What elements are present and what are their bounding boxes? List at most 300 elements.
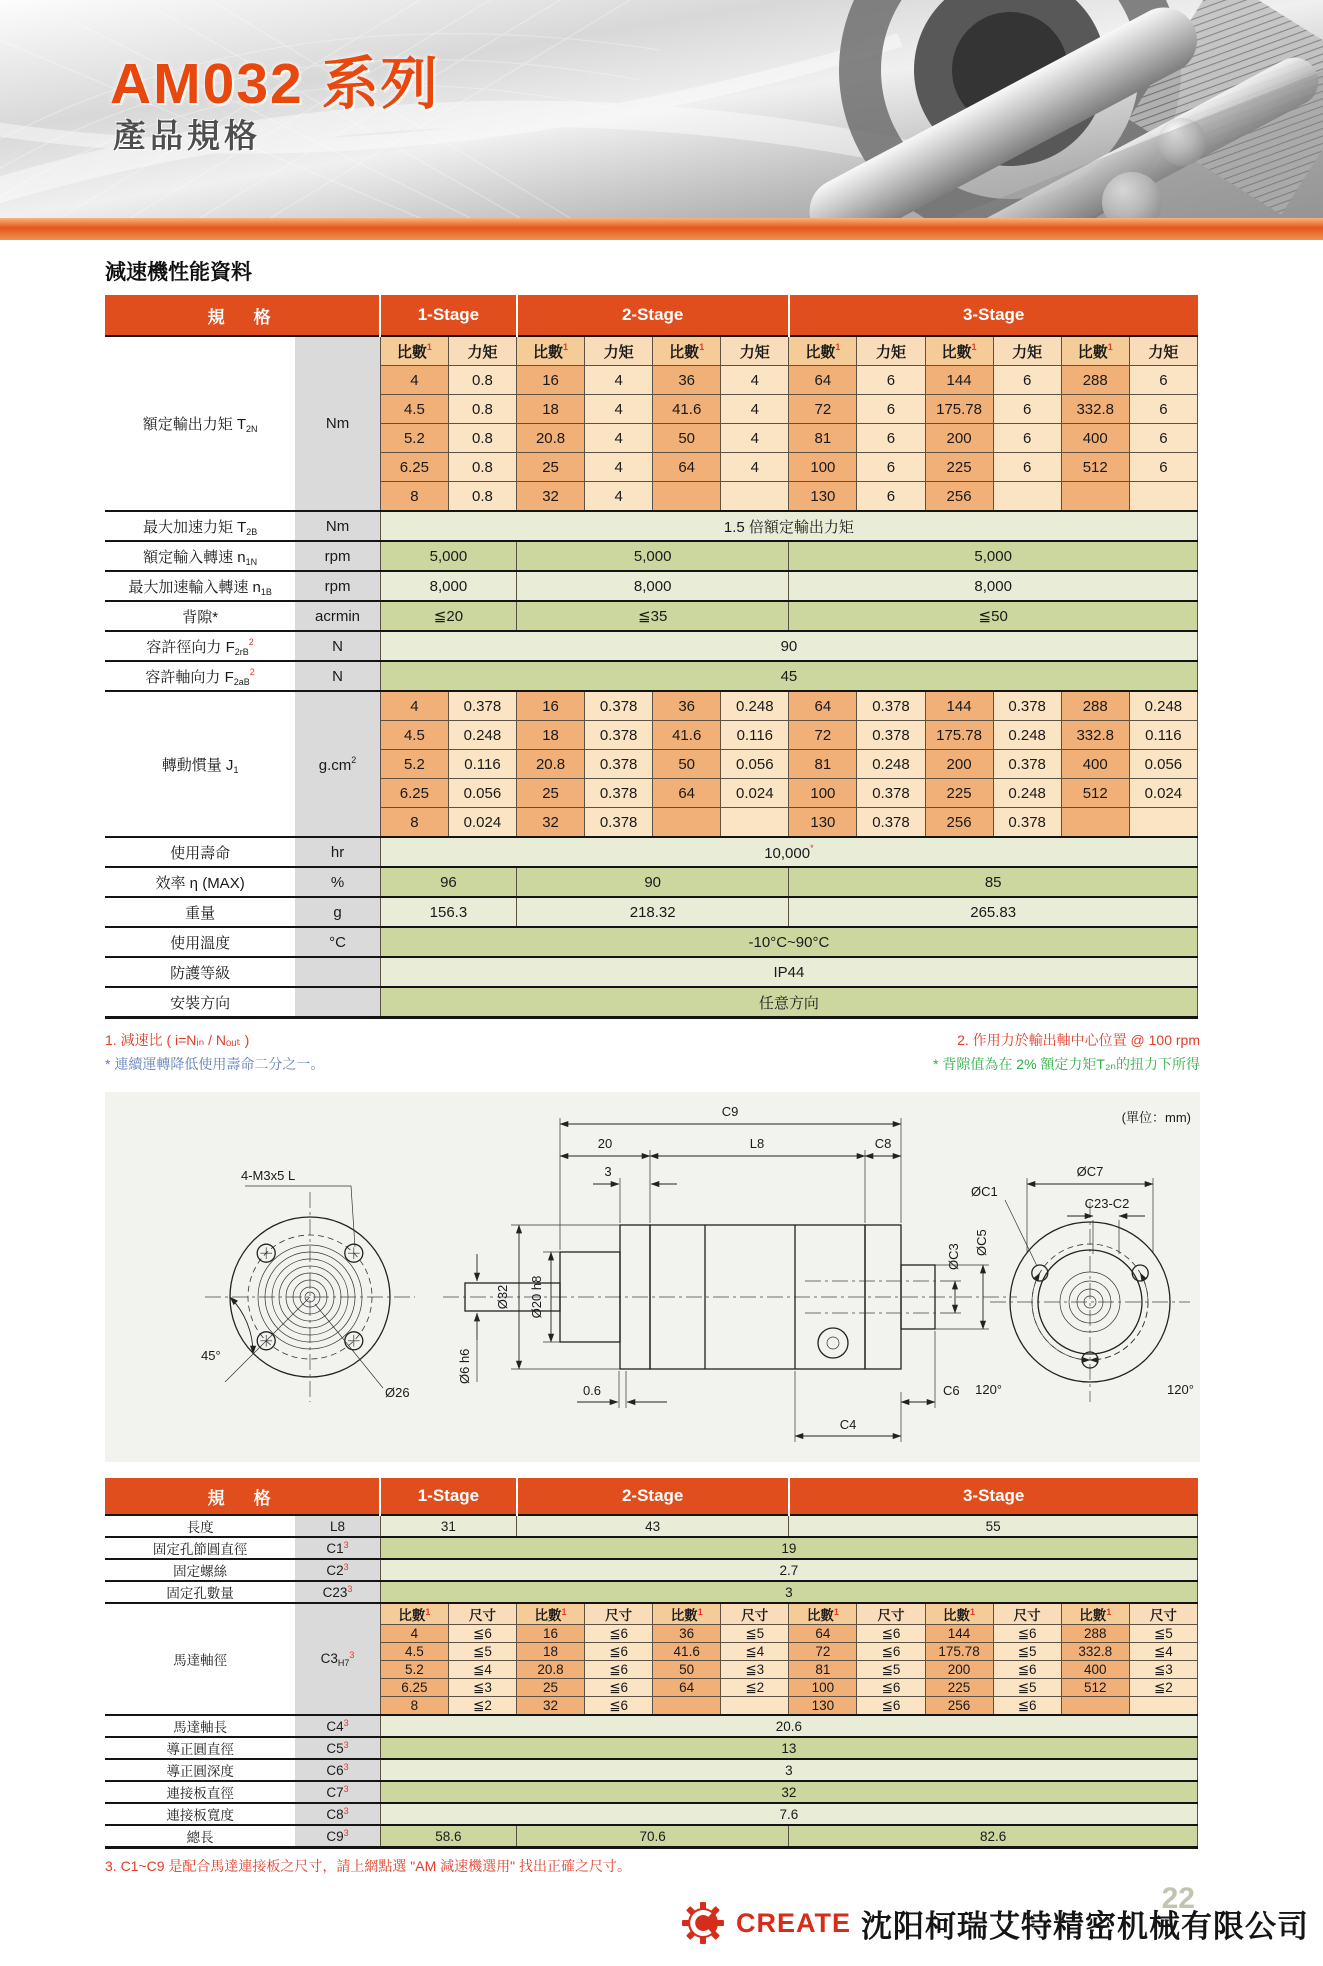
stage-row [105,1825,1198,1848]
value-cell: 0.248 [721,691,789,721]
value-cell: 4 [380,691,448,721]
value-cell: 288 [1061,366,1129,395]
dim-label-120L: 120° [975,1382,1002,1397]
span-value: 1.5 倍額定輸出力矩 [380,511,1197,541]
dim-label-dia20: Ø20 h8 [529,1275,544,1319]
value-cell [1061,1697,1129,1716]
subscript: 2N [246,424,258,434]
value-cell: ≦5 [721,1625,789,1643]
row-unit: g [295,897,380,927]
value-cell: 81 [789,750,857,779]
value-cell: 50 [653,750,721,779]
value-cell: 41.6 [653,721,721,750]
value-cell [1129,1697,1197,1716]
value-cell: 0.378 [857,808,925,838]
stage-value: ≦35 [517,601,789,631]
row-unit: $C4^3$ [295,1715,380,1737]
unit-note: (單位：mm) [1121,1110,1191,1125]
value-cell: 256 [925,1697,993,1716]
value-cell: 25 [517,779,585,808]
company-name: 沈阳柯瑞艾特精密机械有限公司 [861,1908,1309,1944]
value-cell: 4 [721,366,789,395]
row-unit: L8 [295,1515,380,1537]
row-label: 安裝方向 [105,987,295,1018]
value-cell: ≦2 [721,1679,789,1697]
value-cell: 6 [1129,424,1197,453]
page-footer [0,1880,1323,1966]
rear-view [971,1164,1194,1402]
value-cell: ≦3 [1129,1661,1197,1679]
span-value: -10°C~90°C [380,927,1197,957]
footnote-3: 3. C1~C9 是配合馬達連接板之尺寸，請上網點選 "AM 減速機選用" 找出正確之尺寸。 [105,1858,632,1874]
section-title: 減速機性能資料 [105,261,252,284]
column-header: 尺寸 [993,1603,1061,1625]
stage-row [105,1515,1198,1537]
row-label: 背隙* [105,601,295,631]
span-value: 3 [380,1581,1197,1603]
value-cell [653,808,721,838]
column-header: 力矩 [857,336,925,366]
row-label: 馬達軸徑 [105,1603,295,1715]
value-cell: ≦6 [857,1679,925,1697]
page-title: AM032 系列 [110,52,440,116]
column-header: 比數$^1$ [1061,1603,1129,1625]
value-cell: 0.8 [448,395,516,424]
value-cell: 6.25 [380,1679,448,1697]
value-cell: 6 [857,424,925,453]
value-cell: 32 [517,482,585,512]
span-row [105,1803,1198,1825]
value-cell: 6 [1129,453,1197,482]
value-cell: 4.5 [380,721,448,750]
value-cell: 18 [517,721,585,750]
value-cell: ≦4 [1129,1643,1197,1661]
page-subtitle: 產品規格 [113,117,261,154]
value-cell: 0.378 [857,779,925,808]
value-cell: 175.78 [925,721,993,750]
value-cell: 200 [925,1661,993,1679]
span-value: 32 [380,1781,1197,1803]
value-cell: 81 [789,424,857,453]
dim-label-l8: L8 [749,1136,765,1151]
column-header: 比數$^1$ [653,336,721,366]
subscript: 2rB [234,646,249,657]
value-cell: 8 [380,808,448,838]
superscript: 2 [351,754,357,765]
row-unit: % [295,867,380,897]
superscript: 1 [1107,341,1113,352]
footnote-2: 2. 作用力於輸出軸中心位置 @ 100 rpm [957,1032,1200,1048]
span-value: 20.6 [380,1715,1197,1737]
logo-text: CREATE [735,1907,851,1938]
stage-value: 31 [380,1515,516,1537]
dim-label-dc7: ØC7 [1076,1164,1104,1179]
row-unit: $g.cm^2$ [295,691,380,837]
superscript: 3 [343,1740,349,1750]
value-cell: 0.378 [585,808,653,838]
value-cell: 16 [517,366,585,395]
column-header: 比數$^1$ [653,1603,721,1625]
dim-label-20: 20 [597,1136,613,1151]
spec-header: 規 格 [105,1478,380,1515]
stage-value: 5,000 [380,541,516,571]
stage-header-1: 1-Stage [380,295,516,336]
superscript: 3 [343,1806,349,1816]
subscript: H7 [337,1658,350,1668]
value-cell: ≦6 [993,1625,1061,1643]
row-label: 連接板寬度 [105,1803,295,1825]
value-cell: 16 [517,691,585,721]
subscript: 1N [245,556,258,567]
value-cell: ≦2 [448,1697,516,1716]
dim-label-dia6: Ø6 h6 [457,1348,472,1384]
row-label: 固定孔數量 [105,1581,295,1603]
value-cell: 6 [857,453,925,482]
row-unit: rpm [295,571,380,601]
value-cell: ≦6 [585,1643,653,1661]
value-cell: 72 [789,1643,857,1661]
value-cell: 5.2 [380,424,448,453]
row-label: 使用壽命 [105,837,295,867]
dimensions-table [105,1478,1198,1849]
row-unit: Nm [295,336,380,511]
value-cell: 400 [1061,1661,1129,1679]
row-label: 防護等級 [105,957,295,987]
value-cell: ≦6 [857,1697,925,1716]
column-header: 比數$^1$ [789,1603,857,1625]
value-cell: 25 [517,1679,585,1697]
value-cell: 6.25 [380,779,448,808]
column-header: 力矩 [721,336,789,366]
dim-label-c8: C8 [874,1136,892,1151]
row-unit [295,957,380,987]
value-cell: ≦6 [448,1625,516,1643]
dim-label-3: 3 [604,1164,612,1179]
row-unit: $C9^3$ [295,1825,380,1848]
value-cell: ≦6 [585,1661,653,1679]
value-cell: ≦3 [721,1661,789,1679]
footnote-backlash: * 背隙值為在 2% 額定力矩T₂ₙ的扭力下所得 [933,1056,1200,1072]
row-unit: $C8^3$ [295,1803,380,1825]
value-cell: 18 [517,395,585,424]
subscript: 1B [260,586,272,597]
value-cell: 512 [1061,453,1129,482]
value-cell: 4 [585,482,653,512]
dim-label-dia32: Ø32 [495,1284,510,1310]
span-row [105,1715,1198,1737]
column-header: 尺寸 [585,1603,653,1625]
column-header: 比數$^1$ [1061,336,1129,366]
stage-value: 82.6 [789,1825,1198,1848]
value-cell: 0.8 [448,453,516,482]
value-cell: 64 [789,366,857,395]
span-value: 3 [380,1759,1197,1781]
value-cell: 64 [653,1679,721,1697]
span-row [105,1537,1198,1559]
value-cell: 0.378 [448,691,516,721]
dim-label-120R: 120° [1167,1382,1194,1397]
value-cell: 50 [653,424,721,453]
value-cell: 130 [789,808,857,838]
value-cell [721,1697,789,1716]
value-cell: 64 [653,453,721,482]
superscript: 1 [835,341,841,352]
column-header: 比數$^1$ [789,336,857,366]
value-cell: 0.248 [1129,691,1197,721]
value-cell [1061,808,1129,838]
value-cell: 144 [925,691,993,721]
superscript: 1 [425,1607,431,1617]
span-value: 2.7 [380,1559,1197,1581]
value-cell: 36 [653,691,721,721]
span-row [105,927,1198,957]
stage-row [105,867,1198,897]
span-row [105,511,1198,541]
value-cell: 0.378 [857,721,925,750]
span-row [105,1581,1198,1603]
value-cell: 225 [925,779,993,808]
span-row [105,631,1198,661]
value-cell: 0.378 [993,691,1061,721]
value-cell: 25 [517,453,585,482]
row-label: 固定孔節圓直徑 [105,1537,295,1559]
stage-value: 218.32 [517,897,789,927]
value-cell: 332.8 [1061,1643,1129,1661]
column-header: 比數$^1$ [380,336,448,366]
value-cell: 100 [789,779,857,808]
value-cell: 0.378 [993,750,1061,779]
superscript: 1 [697,1607,703,1617]
value-cell: 20.8 [517,750,585,779]
value-cell: 36 [653,1625,721,1643]
row-label: 導正圓深度 [105,1759,295,1781]
stage-value: 8,000 [380,571,516,601]
subscript: 2B [246,526,258,537]
value-cell: 4 [380,1625,448,1643]
dim-label-c6: C6 [943,1383,960,1398]
spec-header: 規 格 [105,295,380,336]
value-cell: 130 [789,1697,857,1716]
row-label: 連接板直徑 [105,1781,295,1803]
span-row [105,1559,1198,1581]
value-cell: 0.8 [448,366,516,395]
stage-value: ≦50 [789,601,1198,631]
superscript: 1 [970,1607,976,1617]
value-cell [993,482,1061,512]
stage-header-3: 3-Stage [789,1478,1198,1515]
span-value: 90 [380,631,1197,661]
superscript: 3 [343,1828,349,1838]
row-label: 固定螺絲 [105,1559,295,1581]
content-area [105,256,1200,1876]
value-cell: ≦5 [448,1643,516,1661]
superscript: * [810,842,814,853]
row-label: 額定輸出力矩 $T_{2N}$ [105,336,295,511]
value-cell: 4.5 [380,395,448,424]
value-cell: 0.8 [448,424,516,453]
row-label: 長度 [105,1515,295,1537]
value-cell: 0.378 [585,691,653,721]
row-label: 容許軸向力 $F_{2aB}^2$ [105,661,295,691]
stage-header-3: 3-Stage [789,295,1198,336]
page-number: 22 [1161,1882,1195,1915]
row-label: 轉動慣量 $J_1$ [105,691,295,837]
value-cell: ≦5 [993,1679,1061,1697]
row-unit: acrmin [295,601,380,631]
row-label: 導正圓直徑 [105,1737,295,1759]
column-header: 比數$^1$ [517,336,585,366]
value-cell: 400 [1061,424,1129,453]
value-cell: ≦6 [993,1661,1061,1679]
value-cell [721,808,789,838]
row-unit: $C2^3$ [295,1559,380,1581]
dim-label-c4: C4 [839,1417,857,1432]
column-header: 力矩 [448,336,516,366]
subscript: 1 [233,764,239,775]
row-unit: $C23^3$ [295,1581,380,1603]
stage-value: 70.6 [517,1825,789,1848]
column-header: 比數$^1$ [517,1603,585,1625]
stage-value: ≦20 [380,601,516,631]
value-cell: 41.6 [653,395,721,424]
value-cell: 8 [380,482,448,512]
superscript: 3 [347,1584,353,1594]
stage-value: 8,000 [789,571,1198,601]
column-header: 比數$^1$ [380,1603,448,1625]
span-row [105,1781,1198,1803]
stage-header-1: 1-Stage [380,1478,516,1515]
value-cell: 4 [721,395,789,424]
value-cell: 6.25 [380,453,448,482]
span-value: 19 [380,1537,1197,1559]
superscript: 1 [561,1607,567,1617]
value-cell: ≦2 [1129,1679,1197,1697]
value-cell: 0.116 [721,721,789,750]
grid-section-row [105,336,1198,366]
column-header: 力矩 [993,336,1061,366]
value-cell: 0.116 [1129,721,1197,750]
span-row [105,1737,1198,1759]
value-cell: 130 [789,482,857,512]
row-unit: N [295,631,380,661]
value-cell: 100 [789,1679,857,1697]
value-cell: 512 [1061,779,1129,808]
superscript: 2 [249,666,255,677]
value-cell: 0.116 [448,750,516,779]
stage-value: 8,000 [517,571,789,601]
superscript: 3 [343,1718,349,1728]
value-cell: 225 [925,1679,993,1697]
superscript: 1 [699,341,705,352]
stage-row [105,601,1198,631]
value-cell: 0.024 [448,808,516,838]
value-cell: 6 [857,366,925,395]
dim-label-dc1: ØC1 [971,1184,998,1199]
span-row [105,957,1198,987]
footnote-life: * 連續運轉降低使用壽命二分之一。 [105,1056,325,1072]
value-cell: ≦4 [448,1661,516,1679]
value-cell: ≦4 [721,1643,789,1661]
value-cell [1129,808,1197,838]
value-cell [653,1697,721,1716]
dimensions-table-container [105,1478,1200,1849]
value-cell: 100 [789,453,857,482]
value-cell: 4 [585,453,653,482]
value-cell: ≦5 [857,1661,925,1679]
row-label: 重量 [105,897,295,927]
span-value: IP44 [380,957,1197,987]
column-header: 比數$^1$ [925,1603,993,1625]
superscript: 3 [343,1784,349,1794]
value-cell: 6 [993,424,1061,453]
value-cell: ≦6 [585,1625,653,1643]
value-cell: 0.378 [857,691,925,721]
dim-label-dc3: ØC3 [946,1243,961,1270]
value-cell: 20.8 [517,1661,585,1679]
stage-header-2: 2-Stage [517,295,789,336]
value-cell: 6 [857,482,925,512]
performance-table [105,295,1198,1019]
superscript: 3 [343,1540,349,1550]
row-label: 使用溫度 [105,927,295,957]
value-cell: 256 [925,808,993,838]
row-unit: $C3_{H7}^3$ [295,1603,380,1715]
value-cell: 332.8 [1061,721,1129,750]
value-cell: 32 [517,1697,585,1716]
value-cell: 50 [653,1661,721,1679]
value-cell: 200 [925,750,993,779]
dim-label-06: 0.6 [582,1383,602,1398]
span-row [105,837,1198,867]
row-unit: $C5^3$ [295,1737,380,1759]
column-header: 力矩 [1129,336,1197,366]
value-cell [721,482,789,512]
value-cell: 332.8 [1061,395,1129,424]
column-header: 尺寸 [448,1603,516,1625]
value-cell: 6 [1129,366,1197,395]
stage-value: 96 [380,867,516,897]
stage-value: 85 [789,867,1198,897]
value-cell: 6 [993,453,1061,482]
value-cell: 175.78 [925,395,993,424]
grid-section-row [105,1603,1198,1625]
value-cell: ≦3 [448,1679,516,1697]
value-cell: 6 [993,395,1061,424]
header-row [105,295,1198,336]
value-cell: 0.248 [993,721,1061,750]
value-cell: 0.8 [448,482,516,512]
span-value: 7.6 [380,1803,1197,1825]
value-cell: 8 [380,1697,448,1716]
stage-value: 5,000 [789,541,1198,571]
value-cell: 400 [1061,750,1129,779]
value-cell: 81 [789,1661,857,1679]
value-cell: ≦6 [585,1697,653,1716]
value-cell [653,482,721,512]
value-cell: 72 [789,721,857,750]
span-row [105,661,1198,691]
stage-value: 43 [517,1515,789,1537]
footnote-1: 1. 減速比 ( i=Nᵢₙ / Nₒᵤₜ ) [105,1032,250,1048]
value-cell: 0.378 [585,750,653,779]
value-cell: 225 [925,453,993,482]
value-cell: 64 [653,779,721,808]
stage-row [105,541,1198,571]
value-cell: 41.6 [653,1643,721,1661]
value-cell: 64 [789,691,857,721]
performance-table-container [105,295,1200,1019]
stage-row [105,897,1198,927]
